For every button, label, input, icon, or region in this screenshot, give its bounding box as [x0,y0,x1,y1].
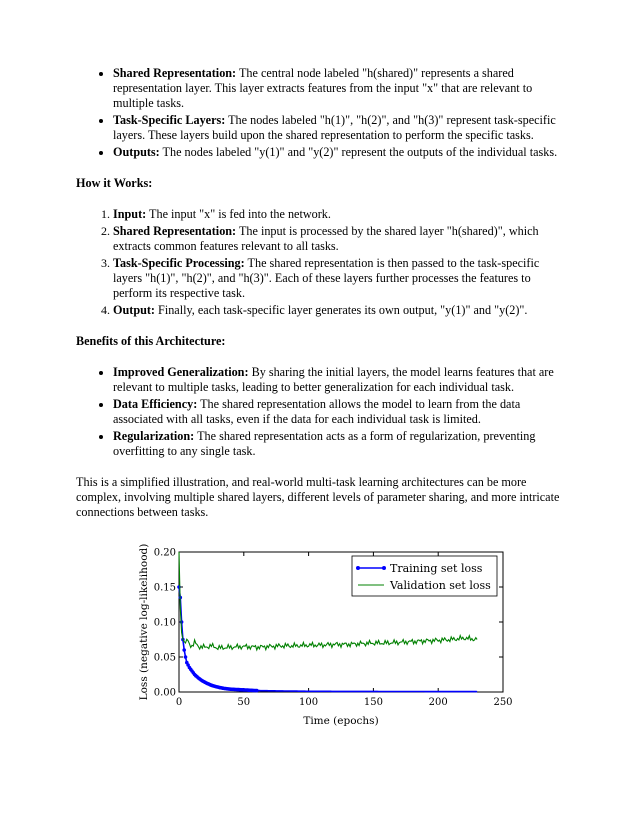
x-tick-label: 250 [493,697,513,708]
y-tick-label: 0.20 [153,547,176,559]
list-item-term: Regularization: [113,429,195,443]
intro-list [76,66,564,160]
list-item [113,365,564,395]
loss-chart-svg [135,542,520,732]
list-item-text: The shared representation is then passed to the task-specific layers "h(1)", "h(2)", and "h(3)". Each of these layers further processes the features to perform its respective task. [113,256,540,300]
list-item-text: The nodes labeled "h(1)", "h(2)", and "h(3)" represent task-specific layers. These layers build upon the shared representation to perform the specific tasks. [113,113,556,142]
list-item [113,256,564,301]
list-item-term: Data Efficiency: [113,397,198,411]
x-tick-label: 200 [428,697,448,708]
x-tick-label: 50 [237,697,251,708]
list-item-term: Shared Representation: [113,66,237,80]
list-item-text: Finally, each task-specific layer generates its own output, "y(1)" and "y(2)". [155,303,528,317]
list-item-text: By sharing the initial layers, the model learns features that are relevant to multiple tasks, leading to better generalization for each individual task. [113,365,554,394]
list-item [113,224,564,254]
how-list [76,207,564,318]
list-item [113,66,564,111]
y-tick-label: 0.10 [153,617,176,629]
y-tick-label: 0.00 [153,687,176,699]
x-tick-label: 100 [299,697,319,708]
series-line-training [179,587,477,692]
benefits-list [76,365,564,459]
legend-label: Training set loss [390,562,483,575]
list-item-term: Improved Generalization: [113,365,249,379]
list-item [113,145,564,160]
list-item-text: The shared representation allows the model to learn from the data associated with all tasks, even if the data for each individual task is limited. [113,397,521,426]
x-tick-label: 150 [363,697,383,708]
list-item [113,303,564,318]
document-body [76,66,564,520]
list-item [113,429,564,459]
list-item-term: Input: [113,207,147,221]
training-point [255,689,259,693]
list-item [113,207,564,222]
list-item-term: Task-Specific Layers: [113,113,226,127]
closing-paragraph: This is a simplified illustration, and real-world multi-task learning architectures can be more complex, involving multiple shared layers, different levels of parameter sharing, and more intricate connections between tasks. [76,475,560,519]
list-item-text: The input "x" is fed into the network. [146,207,331,221]
y-tick-label: 0.05 [153,652,176,664]
how-heading: How it Works: [76,176,153,190]
loss-chart [135,542,520,732]
list-item [113,113,564,143]
y-axis-label: Loss (negative log-likelihood) [138,543,150,701]
legend-marker [356,566,360,570]
list-item [113,397,564,427]
training-point [182,648,186,652]
legend-label: Validation set loss [390,579,491,592]
y-tick-label: 0.15 [153,582,176,594]
list-item-term: Output: [113,303,155,317]
benefits-heading: Benefits of this Architecture: [76,334,226,348]
training-point [184,655,188,659]
list-item-text: The central node labeled "h(shared)" represents a shared representation layer. This layer extracts features from the input "x" that are relevant to multiple tasks. [113,66,533,110]
x-axis-label: Time (epochs) [303,715,379,727]
list-item-term: Shared Representation: [113,224,237,238]
legend-marker [382,566,386,570]
list-item-text: The nodes labeled "y(1)" and "y(2)" represent the outputs of the individual tasks. [159,145,558,159]
list-item-text: The shared representation acts as a form of regularization, preventing overfitting to any single task. [113,429,536,458]
list-item-term: Task-Specific Processing: [113,256,245,270]
list-item-text: The input is processed by the shared layer "h(shared)", which extracts common features relevant to all tasks. [113,224,539,253]
list-item-term: Outputs: [113,145,160,159]
x-tick-label: 0 [175,697,183,708]
